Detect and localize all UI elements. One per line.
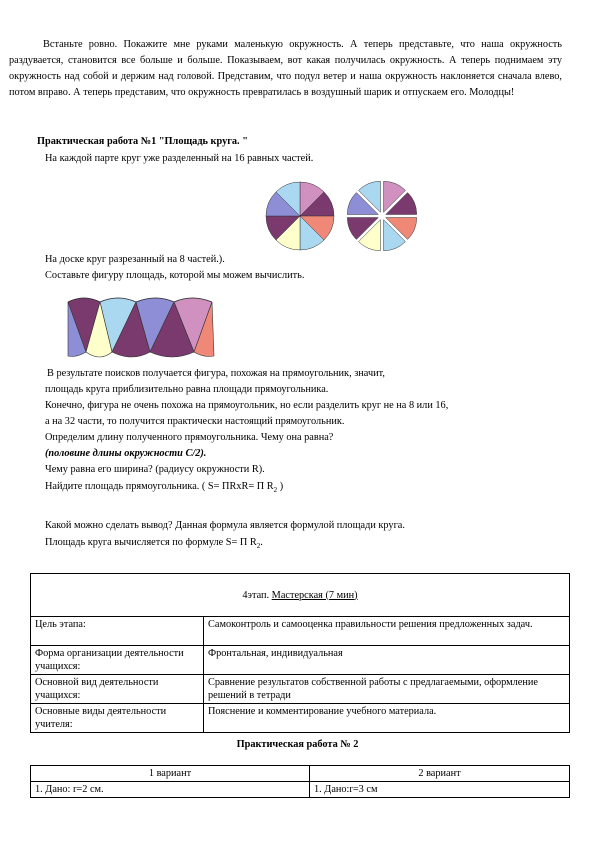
variants-table (30, 765, 570, 798)
row-value: Сравнение результатов собственной работы с предлагаемыми, оформление решений в тетради (204, 675, 570, 704)
whole-circle-16-parts (266, 182, 334, 250)
practical1-line6: Конечно, фигура не очень похожа на прямоугольник, но если разделить круг не на 8 или 16, (45, 400, 449, 411)
row-value: Самоконтроль и самооценка правильности решения предложенных задач. (204, 617, 570, 646)
practical2-title: Практическая работа № 2 (236, 739, 359, 750)
table-row (31, 704, 570, 733)
row-label: Основной вид деятельности учащихся: (31, 675, 204, 704)
circles-diagram (262, 178, 440, 256)
row-label: Основные виды деятельности учителя: (31, 704, 204, 733)
table-row (31, 766, 570, 782)
stage-table (30, 573, 570, 733)
intro-text: Встаньте ровно. Покажите мне руками маленькую окружность. А теперь представьте, что наша окружность раздувается, становится все больше и больше. Показываем, вот какая получилась окружность. А теперь поднимаем эту окружность над собой и держим над головой. Представим, что подул ветер и наша окружность наклоняется сначала влево, потом вправо. А теперь представим, что окружность превратилась в воздушный шарик и отпускаем его. Молодцы! (9, 39, 562, 98)
practical1-line10: Чему равна его ширина? (радиусу окружности R). (45, 464, 265, 475)
table-row (31, 646, 570, 675)
practical1-line2: На доске круг разрезанный на 8 частей.). (45, 254, 225, 265)
table-row (31, 782, 570, 798)
variant1-given: 1. Дано: r=2 см. (31, 782, 310, 798)
rearranged-figure (64, 296, 220, 364)
table-row (31, 617, 570, 646)
row-label: Форма организации деятельности учащихся: (31, 646, 204, 675)
stage-heading: 4этап. Мастерская (7 мин) (31, 574, 570, 617)
practical1-line8: Определим длину полученного прямоугольника. Чему она равна? (45, 432, 334, 443)
intro-paragraph (9, 37, 562, 101)
variant2-given: 1. Дано:r=3 см (310, 782, 570, 798)
variant1-header: 1 вариант (31, 766, 310, 782)
split-circle-16-parts (347, 181, 416, 250)
practical1-line13: Площадь круга вычисляется по формуле S= П $R_2$. (45, 537, 263, 550)
practical1-line4: В результате поисков получается фигура, похожая на прямоугольник, значит, (47, 368, 385, 379)
practical1-line7: а на 32 части, то получится практически настоящий прямоугольник. (45, 416, 345, 427)
practical1-line3: Составьте фигуру площадь, которой мы можем вычислить. (45, 270, 305, 281)
row-label: Цель этапа: (31, 617, 204, 646)
practical1-title: Практическая работа №1 "Площадь круга. " (37, 136, 248, 147)
practical1-line9: (половине длины окружности C/2). (45, 448, 207, 459)
practical1-line11: Найдите площадь прямоугольника. ( S= ПRхR= П $R_2$ ) (45, 481, 284, 494)
row-value: Фронтальная, индивидуальная (204, 646, 570, 675)
table-row (31, 675, 570, 704)
practical1-line1: На каждой парте круг уже разделенный на 16 равных частей. (45, 153, 314, 164)
practical1-line5: площадь круга приблизительно равна площади прямоугольника. (45, 384, 329, 395)
row-value: Пояснение и комментирование учебного материала. (204, 704, 570, 733)
practical1-line12: Какой можно сделать вывод? Данная формула является формулой площади круга. (45, 520, 405, 531)
stage-table-heading-row (31, 574, 570, 617)
variant2-header: 2 вариант (310, 766, 570, 782)
